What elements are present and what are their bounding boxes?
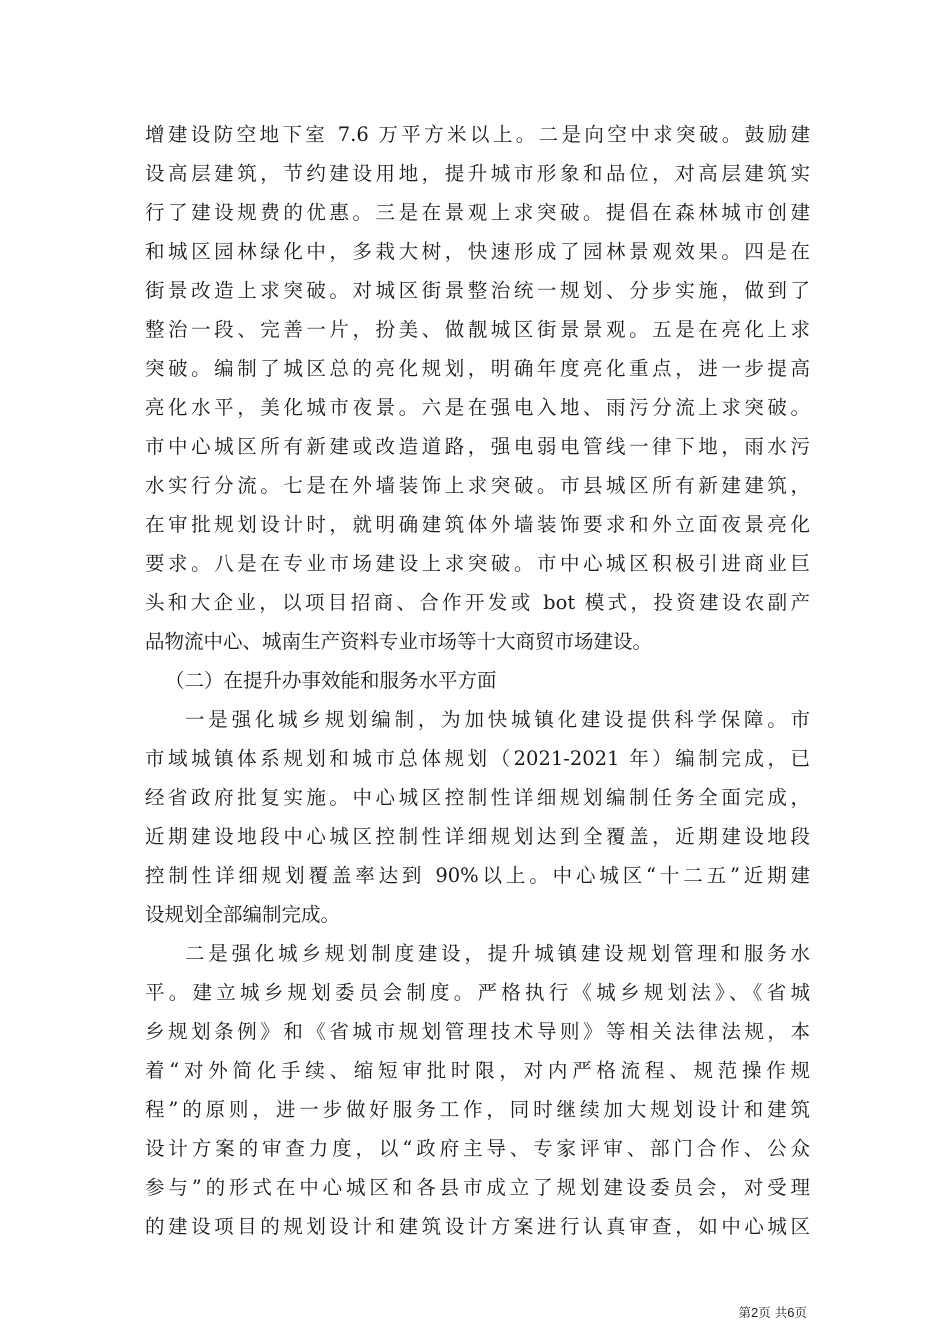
body-line: 一是强化城乡规划编制，为加快城镇化建设提供科学保障。市 (185, 708, 810, 731)
body-line: 水实行分流。七是在外墙装饰上求突破。市县城区所有新建建筑， (145, 474, 810, 497)
body-line: 的建设项目的规划设计和建筑设计方案进行认真审查，如中心城区 (145, 1215, 810, 1238)
body-line: 品物流中心、城南生产资料专业市场等十大商贸市场建设。 (145, 630, 653, 653)
body-line: 整治一段、完善一片，扮美、做靓城区街景景观。五是在亮化上求 (145, 318, 810, 341)
body-line: 增建设防空地下室 7.6 万平方米以上。二是向空中求突破。鼓励建 (145, 123, 810, 146)
body-line: 在审批规划设计时，就明确建筑体外墙装饰要求和外立面夜景亮化 (145, 513, 810, 536)
body-line: 程”的原则，进一步做好服务工作，同时继续加大规划设计和建筑 (145, 1098, 810, 1121)
current-page-number: 2 (751, 1305, 759, 1320)
body-line: 二是强化城乡规划制度建设，提升城镇建设规划管理和服务水 (185, 942, 810, 965)
body-line: 经省政府批复实施。中心城区控制性详细规划编制任务全面完成， (145, 786, 810, 809)
body-line: 头和大企业，以项目招商、合作开发或 bot 模式，投资建设农副产 (145, 591, 810, 614)
footer-prefix: 第 (738, 1305, 752, 1320)
body-line: 市中心城区所有新建或改造道路，强电弱电管线一律下地，雨水污 (145, 435, 810, 458)
body-line: 参与”的形式在中心城区和各县市成立了规划建设委员会，对受理 (145, 1176, 810, 1199)
body-line: 要求。八是在专业市场建设上求突破。市中心城区积极引进商业巨 (145, 552, 810, 575)
body-line: 设计方案的审查力度，以“政府主导、专家评审、部门合作、公众 (145, 1137, 810, 1160)
body-line: 亮化水平，美化城市夜景。六是在强电入地、雨污分流上求突破。 (145, 396, 810, 419)
body-line: 设规划全部编制完成。 (145, 903, 341, 926)
body-line: 平。建立城乡规划委员会制度。严格执行《城乡规划法》、《省城 (145, 981, 810, 1004)
body-line: 市域城镇体系规划和城市总体规划（2021-2021 年）编制完成，已 (145, 747, 810, 770)
page-number-footer (739, 1304, 807, 1322)
body-line: 设高层建筑，节约建设用地，提升城市形象和品位，对高层建筑实 (145, 162, 810, 185)
footer-middle: 页 共 (758, 1305, 788, 1320)
body-line: 和城区园林绿化中，多栽大树，快速形成了园林景观效果。四是在 (145, 240, 810, 263)
body-line: 乡规划条例》和《省城市规划管理技术导则》等相关法律法规，本 (145, 1020, 810, 1043)
body-line: 着“对外简化手续、缩短审批时限，对内严格流程、规范操作规 (145, 1059, 810, 1082)
body-line: 街景改造上求突破。对城区街景整治统一规划、分步实施，做到了 (145, 279, 810, 302)
total-page-number: 6 (787, 1305, 795, 1320)
body-line: 行了建设规费的优惠。三是在景观上求突破。提倡在森林城市创建 (145, 201, 810, 224)
section-heading: （二）在提升办事效能和服务水平方面 (165, 669, 497, 692)
body-line: 控制性详细规划覆盖率达到 90%以上。中心城区“十二五”近期建 (145, 864, 810, 887)
body-line: 突破。编制了城区总的亮化规划，明确年度亮化重点，进一步提高 (145, 357, 810, 380)
body-line: 近期建设地段中心城区控制性详细规划达到全覆盖，近期建设地段 (145, 825, 810, 848)
footer-suffix: 页 (794, 1305, 807, 1320)
